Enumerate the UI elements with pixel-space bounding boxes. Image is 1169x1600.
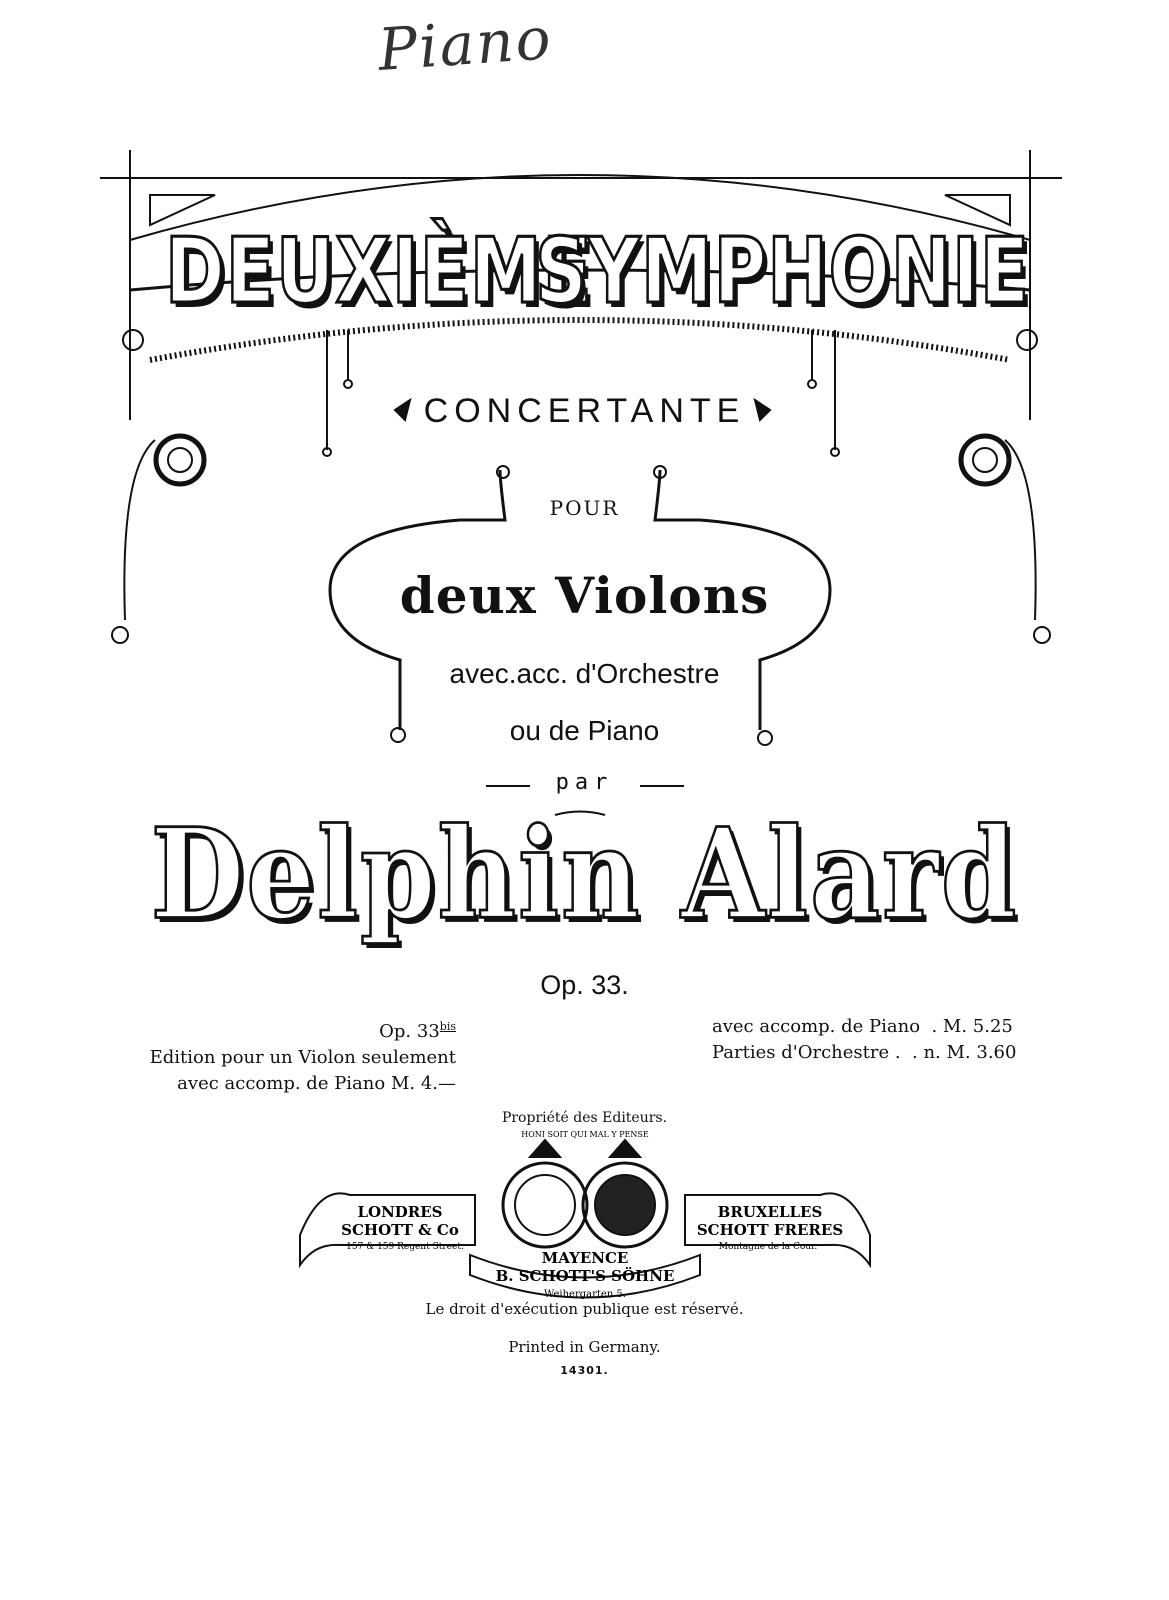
brussels-city: BRUXELLES bbox=[717, 1203, 823, 1221]
instruments: deux Violons bbox=[399, 566, 770, 625]
printed-in: Printed in Germany. bbox=[508, 1338, 661, 1356]
title-second-word: SYMPHONIE bbox=[535, 218, 1031, 323]
brussels-address: Montagne de la Cour. bbox=[718, 1242, 818, 1252]
london-address: 157 & 159 Regent Street. bbox=[346, 1242, 464, 1252]
accompaniment-line-1: avec.acc. d'Orchestre bbox=[449, 658, 720, 689]
left-price-block bbox=[150, 1014, 456, 1097]
rights-notice: Le droit d'exécution publique est réservé. bbox=[425, 1300, 744, 1318]
alt-edition-line-2: Edition pour un Violon seulement bbox=[149, 1047, 456, 1068]
subtitle: CONCERTANTE bbox=[423, 392, 746, 430]
opus-suffix: bis bbox=[439, 1020, 456, 1033]
brussels-firm: SCHOTT FRERES bbox=[696, 1221, 844, 1239]
composer-name: Delphin Alard bbox=[150, 802, 1019, 948]
pour-label: POUR bbox=[549, 496, 620, 520]
banner-bottom-arc bbox=[150, 320, 1010, 360]
price-line-2: Parties d'Orchestre . . n. M. 3.60 bbox=[712, 1042, 1017, 1063]
title-first-word: DEUXIÈME bbox=[165, 218, 593, 323]
alt-edition-line-3: avec accomp. de Piano M. 4.— bbox=[177, 1073, 456, 1094]
property-notice: Propriété des Editeurs. bbox=[501, 1110, 668, 1126]
par-label: par bbox=[555, 770, 614, 795]
london-city: LONDRES bbox=[357, 1203, 443, 1221]
crest-motto: HONI SOIT QUI MAL Y PENSE bbox=[521, 1130, 649, 1139]
right-price-block bbox=[712, 1014, 1016, 1066]
opus-number: Op. 33. bbox=[540, 970, 629, 1000]
mainz-firm: B. SCHOTT'S SÖHNE bbox=[495, 1267, 675, 1285]
accompaniment-line-2: ou de Piano bbox=[509, 715, 660, 746]
mainz-address: Weihergarten 5. bbox=[544, 1289, 626, 1300]
mainz-city: MAYENCE bbox=[541, 1249, 629, 1267]
price-line-1: avec accomp. de Piano . M. 5.25 bbox=[712, 1016, 1013, 1037]
plate-number: 14301. bbox=[560, 1364, 609, 1377]
london-firm: SCHOTT & Co bbox=[341, 1221, 459, 1239]
alt-edition-opus: Op. $33^{bis}$ bbox=[379, 1020, 456, 1042]
publisher-emblem bbox=[290, 1125, 880, 1300]
handwritten-note: Piano bbox=[375, 3, 555, 85]
